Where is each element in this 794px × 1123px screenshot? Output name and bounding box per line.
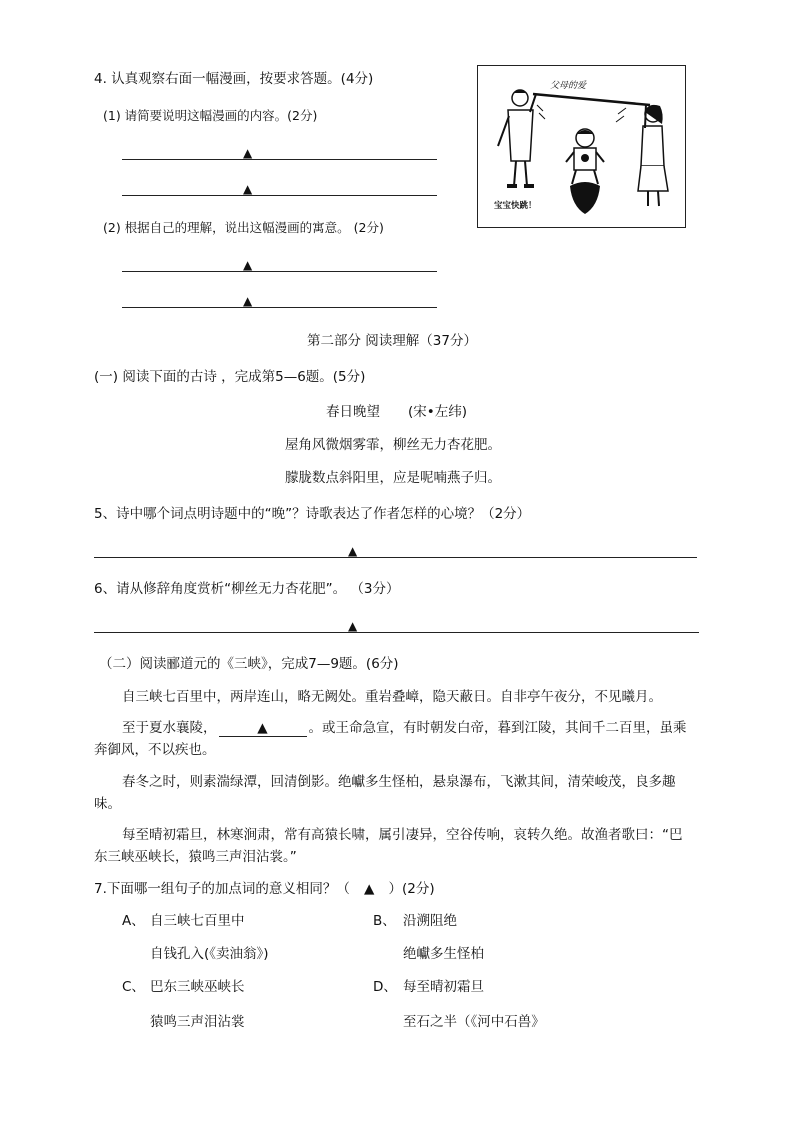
q4-sub2: (2) 根据自己的理解，说出这幅漫画的寓意。 (2分): [103, 220, 384, 235]
passage-paragraph: [122, 719, 687, 737]
answer-line[interactable]: [94, 557, 697, 558]
passage-paragraph: 春冬之时，则素湍绿潭，回清倒影。绝巘多生怪柏，悬泉瀑布，飞漱其间，清荣峻茂，良多趣: [122, 774, 676, 790]
answer-marker: ▲: [243, 258, 253, 272]
answer-marker: ▲: [348, 619, 358, 633]
option-b-line1: 沿溯阻绝: [403, 913, 457, 929]
section1-intro: (一) 阅读下面的古诗 ，完成第5—6题。(5分): [94, 369, 366, 385]
passage-text: 东三峡巫峡长，猿鸣三声泪沾裳。”: [94, 849, 297, 865]
q7-suffix: ）(2分): [388, 881, 435, 897]
answer-marker: ▲: [243, 182, 253, 196]
part2-heading: 第二部分 阅读理解（37分）: [307, 333, 477, 349]
option-label-c: C、: [122, 979, 145, 995]
answer-slot[interactable]: [354, 880, 384, 898]
q7-prefix: 7.下面哪一组句子的加点词的意义相同？（: [94, 881, 350, 897]
q4-sub1: (1) 请简要说明这幅漫画的内容。(2分): [103, 108, 318, 123]
option-b-line2: 绝巘多生怪柏: [403, 946, 484, 962]
q5-text: 5、诗中哪个词点明诗题中的“晚”？诗歌表达了作者怎样的心境？（2分）: [94, 506, 531, 522]
answer-line[interactable]: [122, 159, 437, 160]
option-a-line2: 自钱孔入(《卖油翁》): [150, 946, 269, 962]
cartoon-drawing: [478, 66, 685, 227]
q4-title: 4. 认真观察右面一幅漫画，按要求答题。(4分): [94, 71, 374, 87]
cartoon-image: [477, 65, 686, 228]
option-c-line2: 猿鸣三声泪沾裳: [150, 1014, 245, 1030]
option-label-a: A、: [122, 913, 145, 929]
section2-intro: （二）阅读郦道元的《三峡》，完成7—9题。(6分): [99, 656, 399, 672]
passage-text: 至于夏水襄陵，: [122, 720, 217, 736]
answer-line[interactable]: [122, 307, 437, 308]
poem-line: 朦胧数点斜阳里，应是呢喃燕子归。: [285, 470, 501, 486]
poem-line: 屋角风微烟雾霏，柳丝无力杏花肥。: [285, 437, 501, 453]
poem-title: 春日晚望: [326, 404, 380, 420]
passage-text: 。或王命急宣，有时朝发白帝，暮到江陵，其间千二百里，虽乘: [308, 720, 687, 736]
q7-text: [94, 880, 435, 898]
option-d-line2: 至石之半（《河中石兽》: [403, 1014, 545, 1030]
cartoon-banner: 父母的爱: [550, 81, 587, 91]
answer-marker: ▲: [243, 294, 253, 308]
answer-line[interactable]: [122, 271, 437, 272]
option-c-line1: 巴东三峡巫峡长: [150, 979, 245, 995]
passage-text: 奔御风，不以疾也。: [94, 742, 216, 758]
answer-line[interactable]: [94, 632, 699, 633]
fill-blank[interactable]: [219, 721, 307, 737]
passage-paragraph: 自三峡七百里中，两岸连山，略无阙处。重岩叠嶂，隐天蔽日。自非亭午夜分，不见曦月。: [122, 689, 662, 705]
option-a-line1: 自三峡七百里中: [150, 913, 245, 929]
passage-text: 味。: [94, 796, 121, 812]
poem-author: (宋•左纬): [408, 404, 467, 420]
q6-text: 6、请从修辞角度赏析“柳丝无力杏花肥”。 （3分）: [94, 581, 400, 597]
option-label-b: B、: [373, 913, 396, 929]
cartoon-caption: 宝宝快跳！: [494, 201, 537, 211]
answer-marker: ▲: [243, 146, 253, 160]
passage-paragraph: 每至晴初霜旦，林寒涧肃，常有高猿长啸，属引凄异，空谷传响，哀转久绝。故渔者歌曰：“巴: [122, 827, 683, 843]
answer-marker: ▲: [348, 544, 358, 558]
answer-line[interactable]: [122, 195, 437, 196]
option-d-line1: 每至晴初霜旦: [403, 979, 484, 995]
answer-marker: ▲: [363, 881, 375, 897]
option-label-d: D、: [373, 979, 397, 995]
answer-marker: ▲: [257, 720, 268, 736]
